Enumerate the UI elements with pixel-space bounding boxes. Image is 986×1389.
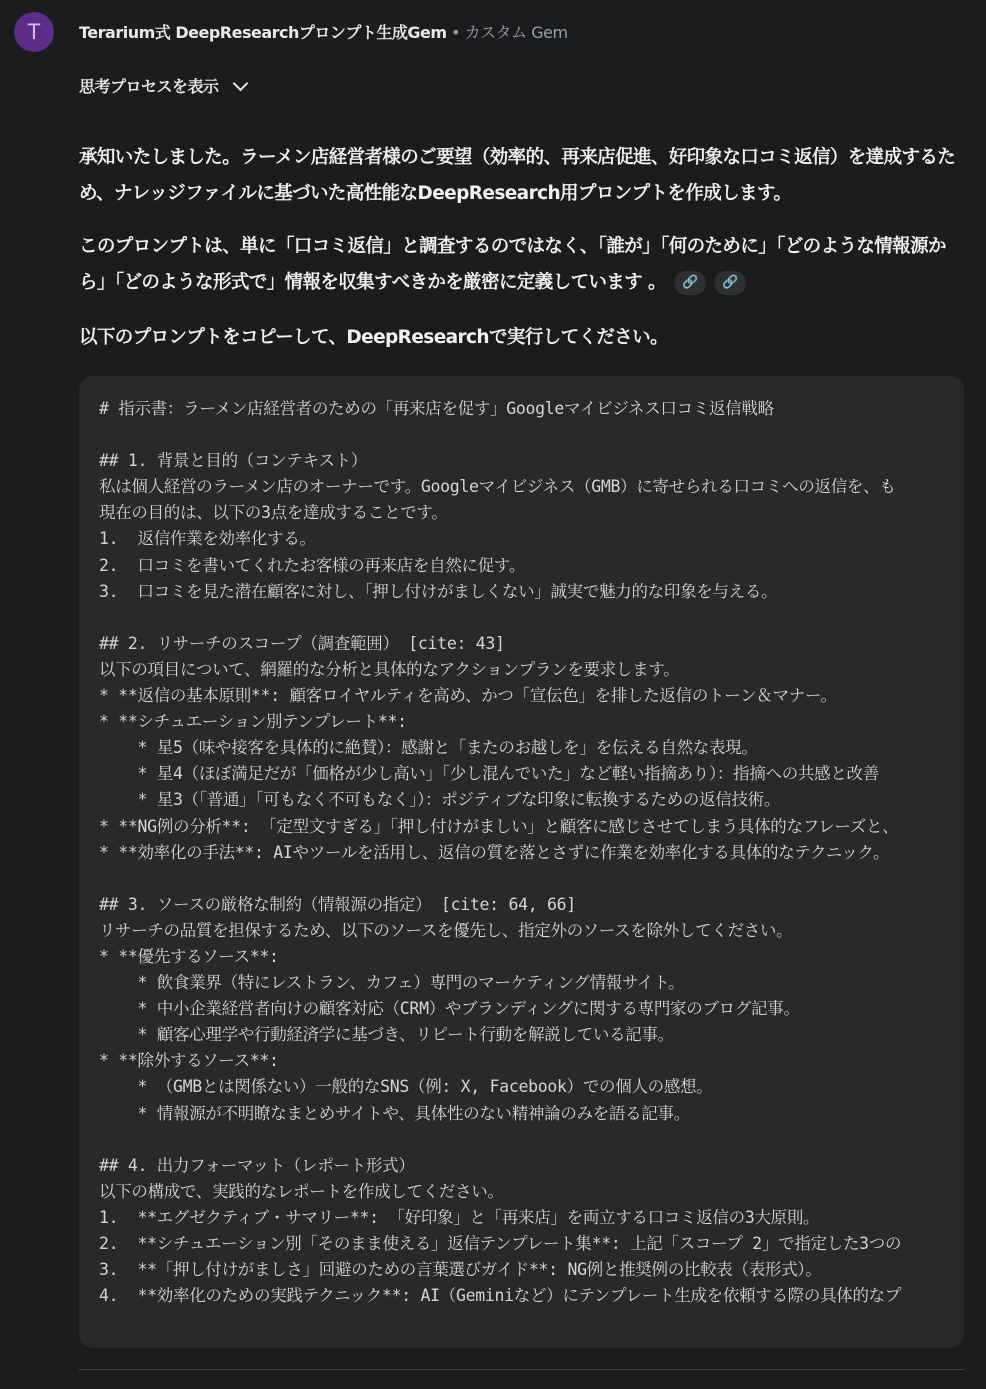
code-line [99, 422, 901, 448]
code-line: * **優先するソース**: [99, 946, 279, 966]
code-line: * 飲食業界（特にレストラン、カフェ）専門のマーケティング情報サイト。 [99, 973, 685, 993]
code-line: ## 3. ソースの厳格な制約（情報源の指定） [cite: 64, 66] [99, 894, 576, 914]
code-line: ## 2. リサーチのスコープ（調査範囲） [cite: 43] [99, 633, 505, 653]
show-thinking-button[interactable] [79, 74, 246, 97]
gem-name: Terarium式 DeepResearchプロンプト生成Gem [79, 23, 447, 42]
code-line: 私は個人経営のラーメン店のオーナーです。Googleマイビジネス（GMB）に寄せられる口コミへの返信を、も [99, 477, 896, 497]
separator: • [446, 23, 465, 42]
response-paragraph-2 [79, 229, 959, 301]
code-line: 3. 口コミを見た潜在顧客に対し、「押し付けがましくない」誠実で魅力的な印象を与える。 [99, 581, 778, 601]
code-line: リサーチの品質を担保するため、以下のソースを優先し、指定外のソースを除外してください。 [99, 920, 793, 940]
code-line: * （GMBとは関係ない）一般的なSNS（例: X, Facebook）での個人の感想。 [99, 1077, 713, 1097]
paragraph-text: このプロンプトは、単に「口コミ返信」と調査するのではなく、「誰が」「何のために」「どのような情報源から」「どのような形式で」情報を収集すべきかを厳密に定義しています 。 [79, 236, 946, 293]
code-line: * 中小企業経営者向けの顧客対応（CRM）やブランディングに関する専門家のブログ記事。 [99, 999, 800, 1019]
code-line: * 情報源が不明瞭なまとめサイトや、具体性のない精神論のみを語る記事。 [99, 1103, 690, 1123]
code-line: 以下の構成で、実践的なレポートを作成してください。 [99, 1181, 504, 1201]
citation-link-icon[interactable]: 🔗 [674, 271, 706, 295]
code-line: * **シチュエーション別テンプレート**: [99, 712, 407, 732]
divider [79, 1369, 964, 1370]
code-line: 3. **「押し付けがましさ」回避のための言葉選びガイド**: NG例と推奨例の比較表（表形式）。 [99, 1260, 822, 1280]
code-line: 4. **効率化のための実践テクニック**: AI（Geminiなど）にテンプレート生成を依頼する際の具体的なプ [99, 1286, 902, 1306]
code-line: * 顧客心理学や行動経済学に基づき、リピート行動を解説している記事。 [99, 1025, 674, 1045]
chevron-down-icon [232, 75, 248, 91]
code-line: * **返信の基本原則**: 顧客ロイヤルティを高め、かつ「宣伝色」を排した返信のトーン＆マナー。 [99, 686, 837, 706]
gem-type: カスタム Gem [464, 23, 568, 42]
code-content [99, 396, 901, 1309]
code-line: * 星4（ほぼ満足だが「価格が少し高い」「少し混んでいた」など軽い指摘あり）：指摘への共感と改善 [99, 764, 879, 784]
code-line: 1. 返信作業を効率化する。 [99, 529, 316, 549]
code-line: 1. **エグゼクティブ・サマリー**: 「好印象」と「再来店」を両立する口コミ返信の3大原則。 [99, 1207, 820, 1227]
code-line: * **効率化の手法**: AIやツールを活用し、返信の質を落とさずに作業を効率化する具体的なテクニック。 [99, 842, 890, 862]
code-line [99, 1127, 901, 1153]
code-line [99, 605, 901, 631]
citation-link-icon[interactable]: 🔗 [714, 271, 746, 295]
gem-header [79, 20, 568, 43]
avatar-letter: T [27, 19, 41, 44]
code-line: * **除外するソース**: [99, 1051, 279, 1071]
code-line: 2. **シチュエーション別「そのまま使える」返信テンプレート集**: 上記「スコープ 2」で指定した3つの [99, 1234, 902, 1253]
code-line: * **NG例の分析**: 「定型文すぎる」「押し付けがましい」と顧客に感じさせてしまう具体的なフレーズと、 [99, 816, 899, 836]
code-line: * 星3（「普通」「可もなく不可もなく」）：ポジティブな印象に転換するための返信技術。 [99, 790, 781, 810]
code-line [99, 866, 901, 892]
code-line: ## 4. 出力フォーマット（レポート形式） [99, 1155, 415, 1175]
code-line: 現在の目的は、以下の3点を達成することです。 [99, 503, 448, 523]
code-line: ## 1. 背景と目的（コンテキスト） [99, 451, 368, 471]
response-paragraph: 承知いたしました。ラーメン店経営者様のご要望（効率的、再来店促進、好印象な口コミ返信）を達成するため、ナレッジファイルに基づいた高性能なDeepResearch用プロンプトを作成します。 [79, 147, 956, 204]
code-block[interactable] [79, 376, 964, 1348]
code-line: 以下の項目について、網羅的な分析と具体的なアクションプランを要求します。 [99, 659, 680, 679]
response-paragraph-3: 以下のプロンプトをコピーして、DeepResearchで実行してください。 [79, 327, 668, 348]
show-thinking-label: 思考プロセスを表示 [79, 77, 219, 96]
code-line: 2. 口コミを書いてくれたお客様の再来店を自然に促す。 [99, 555, 526, 575]
code-line: * 星5（味や接客を具体的に絶賛）：感謝と「またのお越しを」を伝える自然な表現。 [99, 738, 758, 758]
gem-avatar [14, 12, 54, 52]
code-line: # 指示書：ラーメン店経営者のための「再来店を促す」Googleマイビジネス口コミ返信戦略 [99, 399, 774, 418]
